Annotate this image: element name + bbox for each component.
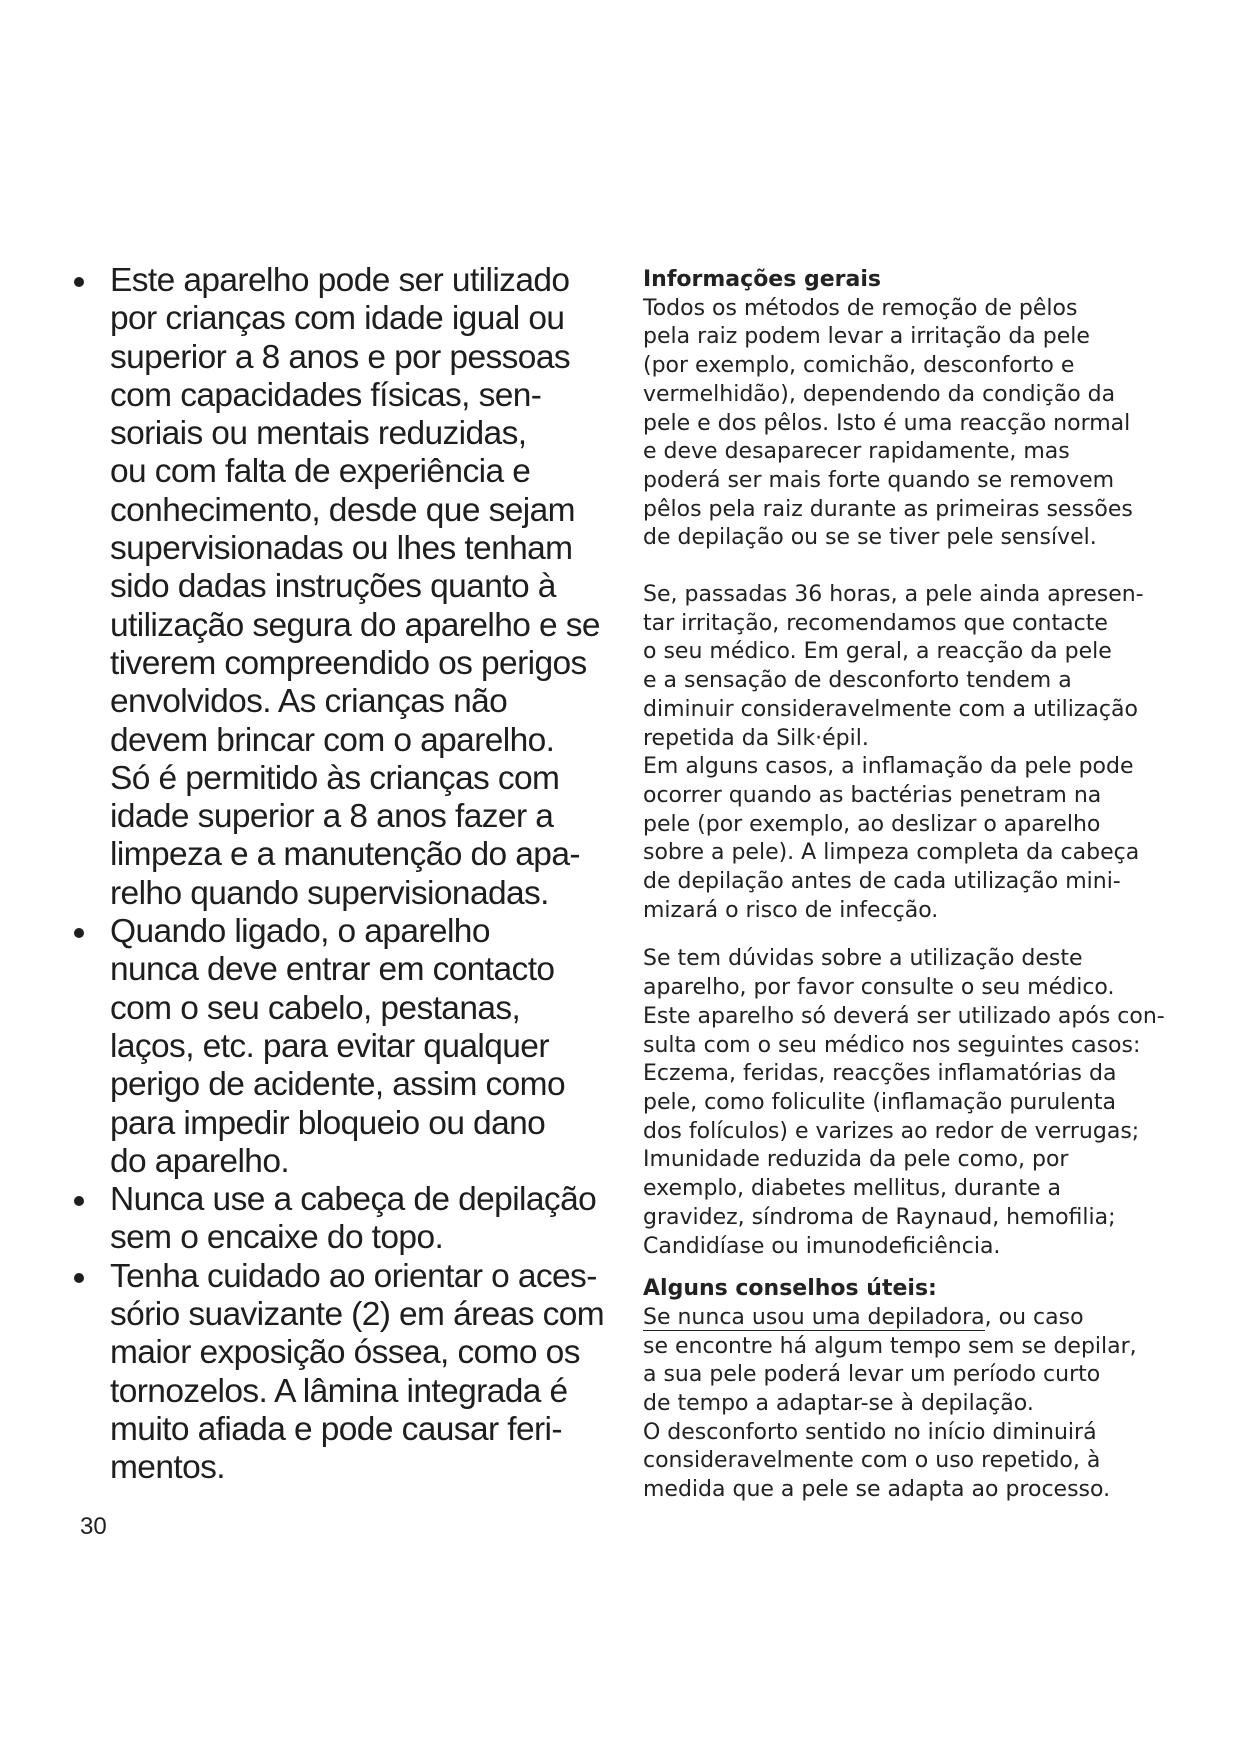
page-number: 30 bbox=[80, 1513, 107, 1540]
general-info-heading: Informações gerais bbox=[643, 267, 881, 292]
bullet-item-head-cap: Nunca use a cabeça de depilação sem o encaixe do topo. bbox=[70, 1181, 610, 1258]
useful-tips-heading: Alguns conselhos úteis: bbox=[643, 1276, 937, 1302]
inflammation-text: Em alguns casos, a inflamação da pele pode ocorrer quando as bactérias penetram na pele (por exemplo, ao deslizar o aparelho sobre a pele). A limpeza completa da cabeça de depilação antes de cada utilização mini- mizará o risco de infecção. bbox=[643, 754, 1140, 923]
right-column bbox=[643, 266, 1173, 1505]
tips-underlined-phrase: Se nunca usou uma depiladora bbox=[643, 1304, 985, 1330]
general-info-text: Todos os métodos de remoção de pêlos pela raiz podem levar a irritação da pele (por exemplo, comichão, desconforto e vermelhidão), dependendo da condição da pele e dos pêlos. Isto é uma reacção normal e deve desaparecer rapidamente, mas poderá ser mais forte quando se removem pêlos pela raiz durante as primeiras sessões de depilação ou se se tiver pele sensível. bbox=[643, 295, 1133, 551]
useful-tips-text bbox=[643, 1304, 1173, 1505]
bullet-item-children-use: Este aparelho pode ser utilizado por crianças com idade igual ou superior a 8 anos e por pessoas com capacidades físicas, sen- soriais ou mentais reduzidas, ou com falta de experiência e conhecimento, desde que sejam supervisionadas ou lhes tenham sido dadas instruções quanto à utilização segura do aparelho e se tiverem compreendido os perigos envolvidos. As crianças não devem brincar com o aparelho. Só é permitido às crianças com idade superior a 8 anos fazer a limpeza e a manutenção do apa- relho quando supervisionadas. bbox=[70, 262, 610, 913]
left-column bbox=[70, 262, 610, 1488]
safety-bullet-list bbox=[70, 262, 610, 1488]
bullet-item-contact-hair: Quando ligado, o aparelho nunca deve entrar em contacto com o seu cabelo, pestanas, laços, etc. para evitar qualquer perigo de acidente, assim como para impedir bloqueio ou dano do aparelho. bbox=[70, 913, 610, 1181]
irritation-text: Se, passadas 36 horas, a pele ainda apresen- tar irritação, recomendamos que contacte o seu médico. Em geral, a reacção da pele e a sensação de desconforto tendem a diminuir consideravelmente com a utilização repetida da Silk·épil. bbox=[643, 582, 1144, 751]
bullet-item-smoothing-accessory: Tenha cuidado ao orientar o aces- sório suavizante (2) em áreas com maior exposição óssea, como os tornozelos. A lâmina integrada é muito afiada e pode causar feri- mentos. bbox=[70, 1258, 610, 1488]
doubts-text: Se tem dúvidas sobre a utilização deste aparelho, por favor consulte o seu médico. Este aparelho só deverá ser utilizado após con- sulta com o seu médico nos seguintes casos: Eczema, feridas, reacções inflamatórias da pele, como foliculite (inflamação purulenta dos folículos) e varizes ao redor de verrugas; Imunidade reduzida da pele como, por exemplo, diabetes mellitus, durante a gravidez, síndroma de Raynaud, hemofilia; Candidíase ou imunodeficiência. bbox=[643, 946, 1165, 1259]
tips-text-rest: , ou caso se encontre há algum tempo sem se depilar, a sua pele poderá levar um período curto de tempo a adaptar-se à depilação. O desconforto sentido no início diminuirá consideravelmente com o uso repetido, à medida que a pele se adapta ao processo. bbox=[643, 1304, 1137, 1503]
